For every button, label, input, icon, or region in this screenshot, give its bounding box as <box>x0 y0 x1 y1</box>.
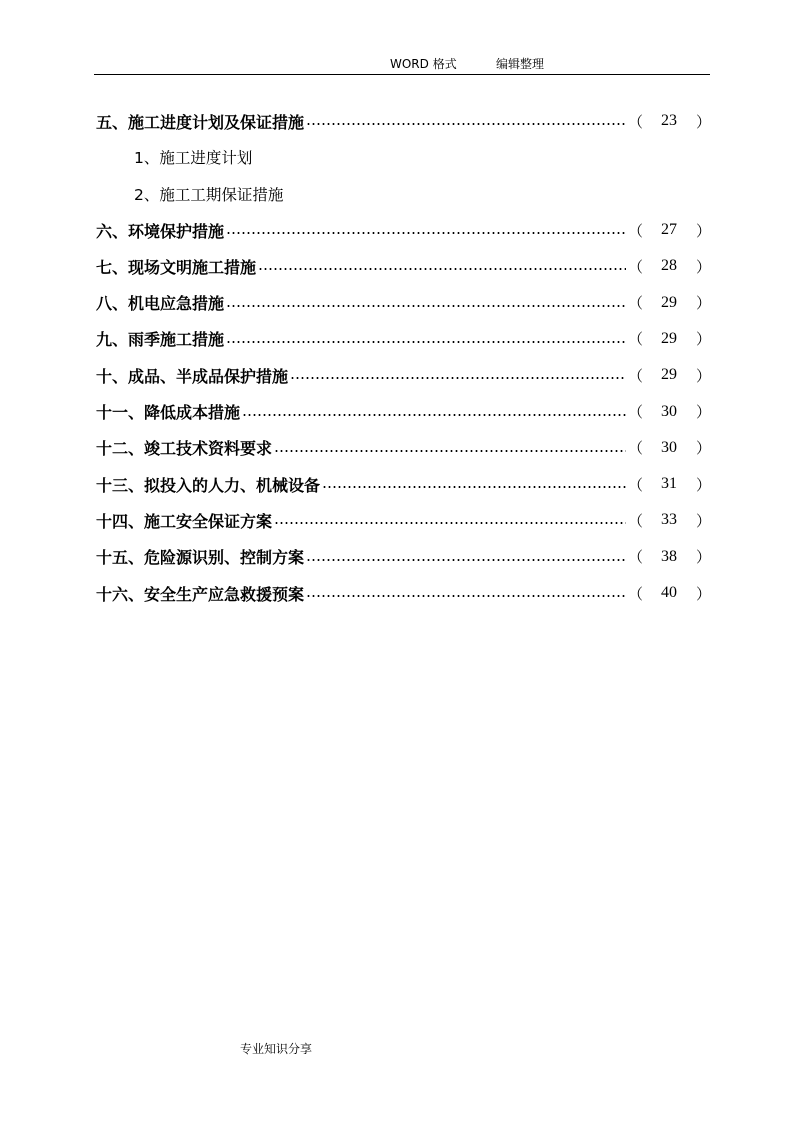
toc-paren-open: （ <box>628 294 644 313</box>
toc-entry[interactable] <box>96 575 710 611</box>
toc-leader-dots <box>258 258 626 274</box>
toc-page-number: 31 <box>661 475 677 493</box>
toc-paren-open: （ <box>628 548 644 567</box>
toc-entry[interactable] <box>96 139 710 175</box>
toc-paren-open: （ <box>628 584 644 603</box>
toc-entry-title: 十四、施工安全保证方案 <box>96 511 273 531</box>
toc-paren-close: ） <box>696 112 712 131</box>
header-format-label: WORD 格式 <box>390 57 457 71</box>
toc-leader-dots <box>226 222 626 238</box>
toc-entry-title: 五、施工进度计划及保证措施 <box>96 112 305 132</box>
toc-leader-dots <box>306 585 626 601</box>
toc-leader-dots <box>226 331 626 347</box>
toc-paren-open: （ <box>628 511 644 530</box>
toc-paren-close: ） <box>696 439 712 458</box>
header-edit-label: 编辑整理 <box>496 57 545 71</box>
toc-page-number: 29 <box>661 329 677 347</box>
toc-paren-close: ） <box>696 403 712 422</box>
toc-paren-open: （ <box>628 403 644 422</box>
toc-leader-dots <box>274 512 626 528</box>
page-footer: 专业知识分享 <box>240 1042 313 1056</box>
toc-paren-close: ） <box>696 584 712 603</box>
toc-page-number: 23 <box>661 112 677 130</box>
toc-page-number: 33 <box>661 511 677 529</box>
toc-entry[interactable] <box>96 321 710 357</box>
toc-page-number: 28 <box>661 257 677 275</box>
toc-paren-close: ） <box>696 548 712 567</box>
toc-entry[interactable] <box>96 393 710 429</box>
toc-entry-title: 2、施工工期保证措施 <box>134 185 284 204</box>
toc-leader-dots <box>274 440 626 456</box>
toc-entry[interactable] <box>96 176 710 212</box>
toc-entry[interactable] <box>96 248 710 284</box>
toc-paren-close: ） <box>696 330 712 349</box>
toc-paren-close: ） <box>696 511 712 530</box>
toc-entry[interactable] <box>96 284 710 320</box>
toc-paren-open: （ <box>628 439 644 458</box>
toc-paren-open: （ <box>628 366 644 385</box>
toc-entry[interactable] <box>96 357 710 393</box>
toc-paren-open: （ <box>628 257 644 276</box>
toc-page-number: 29 <box>661 366 677 384</box>
toc-page-number: 30 <box>661 402 677 420</box>
toc-entry-title: 六、环境保护措施 <box>96 221 225 241</box>
toc-leader-dots <box>306 113 626 129</box>
toc-page-number: 38 <box>661 547 677 565</box>
toc-page-number: 40 <box>661 584 677 601</box>
toc-page-number: 27 <box>661 221 677 239</box>
toc-entry[interactable] <box>96 502 710 538</box>
toc-paren-open: （ <box>628 112 644 131</box>
table-of-contents <box>96 103 710 611</box>
toc-paren-close: ） <box>696 221 712 240</box>
toc-paren-open: （ <box>628 221 644 240</box>
toc-entry-title: 九、雨季施工措施 <box>96 330 225 350</box>
toc-leader-dots <box>322 476 626 492</box>
toc-leader-dots <box>226 295 626 311</box>
toc-entry-title: 十六、安全生产应急救援预案 <box>96 584 305 604</box>
toc-entry[interactable] <box>96 539 710 575</box>
toc-entry[interactable] <box>96 466 710 502</box>
toc-page-number: 29 <box>661 293 677 311</box>
toc-entry-title: 十二、竣工技术资料要求 <box>96 439 273 459</box>
toc-paren-open: （ <box>628 330 644 349</box>
toc-entry-title: 十三、拟投入的人力、机械设备 <box>96 475 321 495</box>
toc-entry[interactable] <box>96 212 710 248</box>
toc-entry-title: 七、现场文明施工措施 <box>96 257 257 277</box>
toc-paren-open: （ <box>628 475 644 494</box>
toc-paren-close: ） <box>696 257 712 276</box>
toc-page-number: 30 <box>661 438 677 456</box>
toc-entry-title: 十、成品、半成品保护措施 <box>96 366 289 386</box>
toc-paren-close: ） <box>696 294 712 313</box>
toc-paren-close: ） <box>696 475 712 494</box>
page-header <box>94 56 710 75</box>
toc-leader-dots <box>306 549 626 565</box>
toc-entry-title: 1、施工进度计划 <box>134 149 253 168</box>
toc-entry-title: 十一、降低成本措施 <box>96 403 241 423</box>
toc-entry-title: 十五、危险源识别、控制方案 <box>96 548 305 568</box>
toc-entry-title: 八、机电应急措施 <box>96 294 225 314</box>
toc-leader-dots <box>242 404 626 420</box>
toc-paren-close: ） <box>696 366 712 385</box>
toc-entry[interactable] <box>96 103 710 139</box>
toc-entry[interactable] <box>96 430 710 466</box>
toc-leader-dots <box>290 367 626 383</box>
